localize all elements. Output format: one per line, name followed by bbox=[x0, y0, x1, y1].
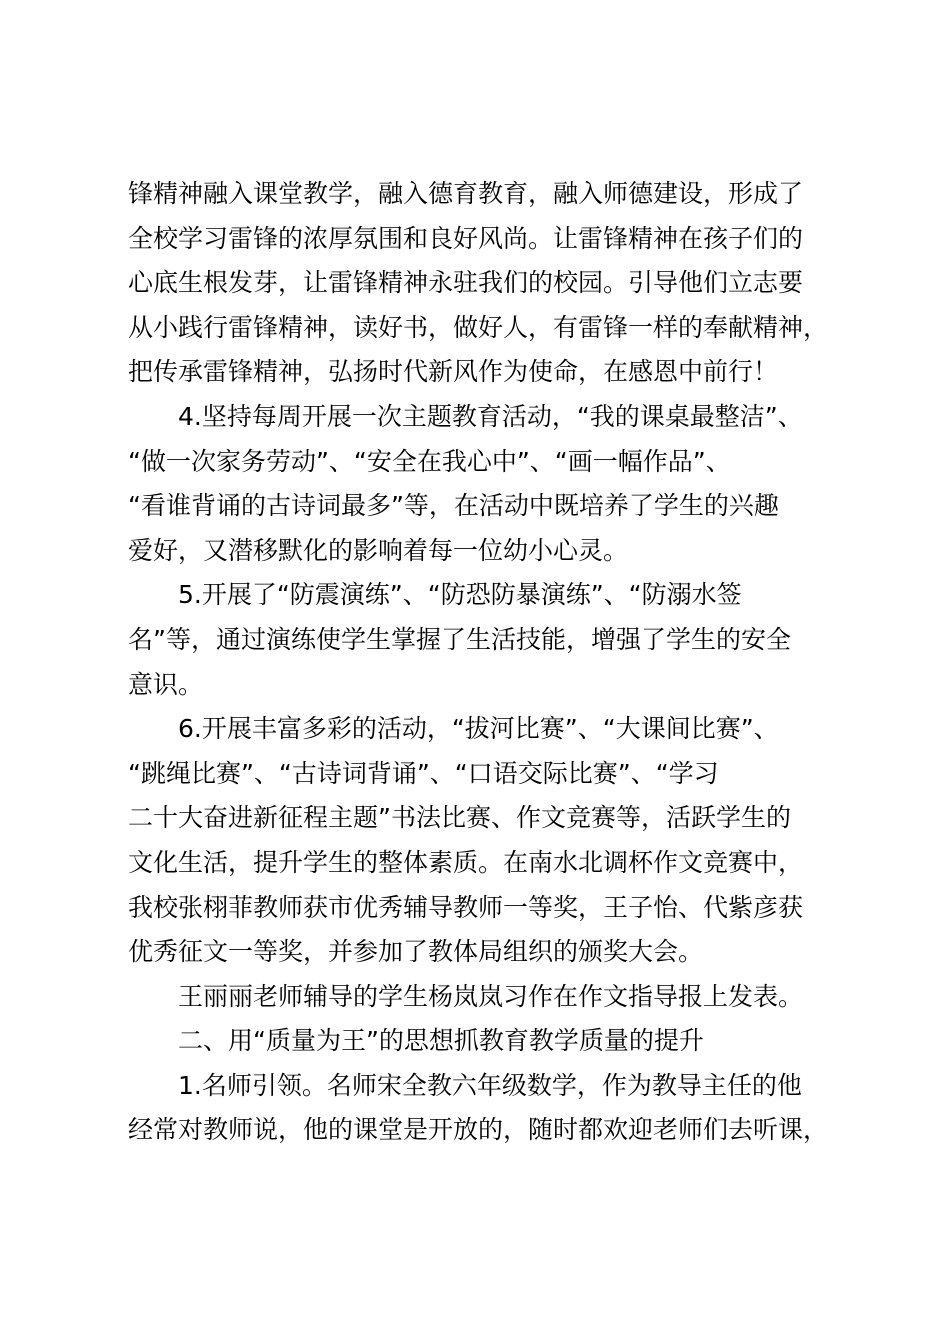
text-line: 王丽丽老师辅导的学生杨岚岚习作在作文指导报上发表。 bbox=[178, 981, 804, 1011]
text-line: “做一次家务劳动”、“安全在我心中”、“画一幅作品”、 bbox=[128, 446, 731, 476]
text-line: 意识。 bbox=[128, 669, 204, 699]
document-body bbox=[128, 172, 848, 1153]
text-line: 名”等，通过演练使学生掌握了生活技能，增强了学生的安全 bbox=[128, 624, 791, 654]
text-line: 文化生活，提升学生的整体素质。在南水北调杯作文竞赛中， bbox=[128, 847, 804, 877]
text-line: 二十大奋进新征程主题”书法比赛、作文竞赛等，活跃学生的 bbox=[128, 803, 791, 833]
text-line: 优秀征文一等奖，并参加了教体局组织的颁奖大会。 bbox=[128, 937, 704, 967]
text-line: “看谁背诵的古诗词最多”等，在活动中既培养了学生的兴趣 bbox=[128, 491, 779, 521]
text-line: 二、用“质量为王”的思想抓教育教学质量的提升 bbox=[178, 1026, 704, 1056]
text-line: 锋精神融入课堂教学，融入德育教育，融入师德建设，形成了 bbox=[128, 179, 804, 208]
text-line: 4.坚持每周开展一次主题教育活动，“我的课桌最整洁”、 bbox=[178, 401, 803, 431]
text-line: 6.开展丰富多彩的活动，“拔河比赛”、“大课间比赛”、 bbox=[178, 714, 779, 744]
text-line: 经常对教师说，他的课堂是开放的，随时都欢迎老师们去听课， bbox=[128, 1115, 829, 1145]
text-line: 全校学习雷锋的浓厚氛围和良好风尚。让雷锋精神在孩子们的 bbox=[128, 223, 804, 253]
text-line: 从小践行雷锋精神，读好书，做好人，有雷锋一样的奉献精神， bbox=[128, 312, 829, 342]
text-line: “跳绳比赛”、“古诗词背诵”、“口语交际比赛”、“学习 bbox=[128, 758, 719, 788]
text-line: 心底生根发芽，让雷锋精神永驻我们的校园。引导他们立志要 bbox=[128, 268, 804, 298]
text-line: 我校张栩菲教师获市优秀辅导教师一等奖，王子怡、代紫彦获 bbox=[128, 892, 804, 922]
text-line: 5.开展了“防震演练”、“防恐防暴演练”、“防溺水签 bbox=[178, 580, 742, 610]
text-line: 把传承雷锋精神，弘扬时代新风作为使命，在感恩中前行！ bbox=[128, 357, 779, 387]
text-line: 1.名师引领。名师宋全教六年级数学，作为教导主任的他 bbox=[178, 1070, 802, 1100]
text-line: 爱好，又潜移默化的影响着每一位幼小心灵。 bbox=[128, 535, 629, 565]
